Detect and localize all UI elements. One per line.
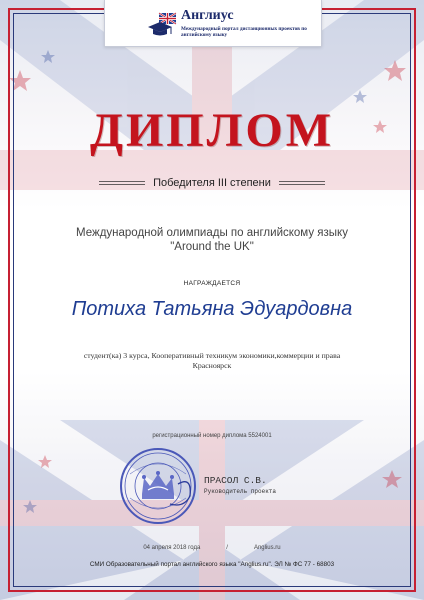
issue-date: 04 апреля 2018 года (143, 545, 201, 551)
signer-name: ПРАСОЛ С.В. (204, 475, 267, 486)
brand-name: Англиус (181, 8, 234, 23)
graduation-cap-flag-icon (147, 12, 177, 38)
footer-separator: / (226, 545, 228, 551)
olympiad-line-2: "Around the UK" (170, 241, 254, 253)
footer-date-site (0, 545, 424, 551)
awarded-label: НАГРАЖДАЕТСЯ (183, 280, 241, 287)
seal-stamp-icon (118, 446, 198, 526)
registration-number: регистрационный номер диплома 5524001 (152, 433, 272, 439)
recipient-info (56, 351, 368, 371)
brand-subtitle: Международный портал дистанционных проектов по английскому языку (181, 26, 307, 38)
logo-banner (104, 0, 322, 47)
media-registration: СМИ Образовательный портал английского языка "Anglius.ru". ЭЛ № ФС 77 - 68803 (89, 561, 335, 568)
olympiad-line-1: Международной олимпиады по английскому языку (76, 227, 348, 239)
olympiad-name (0, 226, 424, 254)
degree-line (0, 177, 424, 189)
recipient-info-line-1: студент(ка) 3 курса, Кооперативный техникум экономики,коммерции и права (83, 351, 341, 360)
right-ornament-icon (279, 180, 325, 186)
signer-role: Руководитель проекта (204, 488, 277, 495)
recipient-info-line-2: Красноярск (192, 361, 232, 370)
degree-text: Победителя III степени (153, 177, 271, 189)
left-ornament-icon (99, 180, 145, 186)
site-name: Anglius.ru (253, 545, 281, 551)
recipient-name: Потиха Татьяна Эдуардовна (71, 298, 353, 320)
diploma-title: ДИПЛОМ (89, 104, 335, 157)
